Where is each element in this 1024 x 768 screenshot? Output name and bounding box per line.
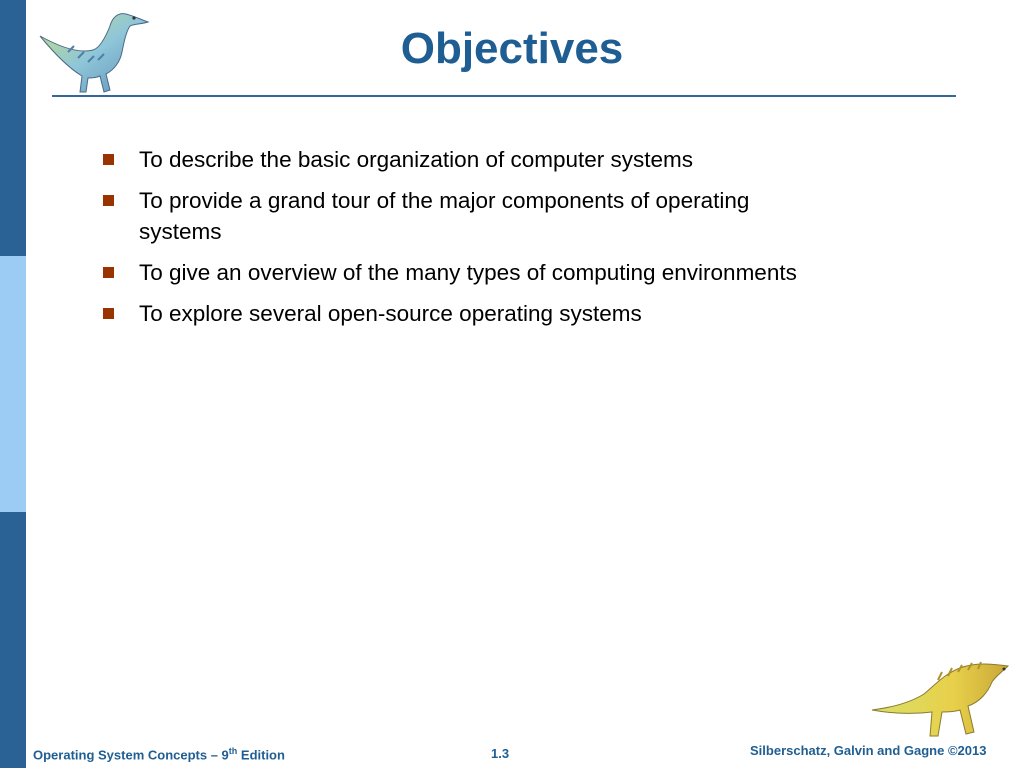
list-item-text: To provide a grand tour of the major components of operating systems (139, 188, 750, 244)
square-bullet-icon (103, 267, 114, 278)
list-item (100, 257, 820, 288)
square-bullet-icon (103, 195, 114, 206)
list-item-text: To explore several open-source operating systems (139, 301, 642, 326)
square-bullet-icon (103, 154, 114, 165)
list-item (100, 185, 820, 247)
sidebar-segment-bottom (0, 512, 26, 768)
list-item-text: To describe the basic organization of computer systems (139, 147, 694, 172)
dinosaur-icon (868, 660, 1016, 740)
objectives-list (100, 144, 820, 339)
footer-book-title-sup: th (228, 746, 238, 756)
footer-authors: Silberschatz, Galvin and Gagne ©2013 (750, 743, 987, 758)
footer-book-title-suffix: Edition (237, 747, 285, 763)
footer-book-title-prefix: Operating System Concepts – 9 (33, 747, 229, 763)
footer-book-title (33, 746, 285, 762)
title-divider (52, 95, 956, 97)
list-item (100, 144, 820, 175)
list-item (100, 298, 820, 329)
list-item-text: To give an overview of the many types of computing environments (139, 260, 797, 285)
sidebar-segment-middle (0, 256, 26, 512)
footer-page-number: 1.3 (491, 746, 510, 761)
square-bullet-icon (103, 308, 114, 319)
page-title: Objectives (400, 24, 624, 73)
left-sidebar (0, 0, 26, 768)
